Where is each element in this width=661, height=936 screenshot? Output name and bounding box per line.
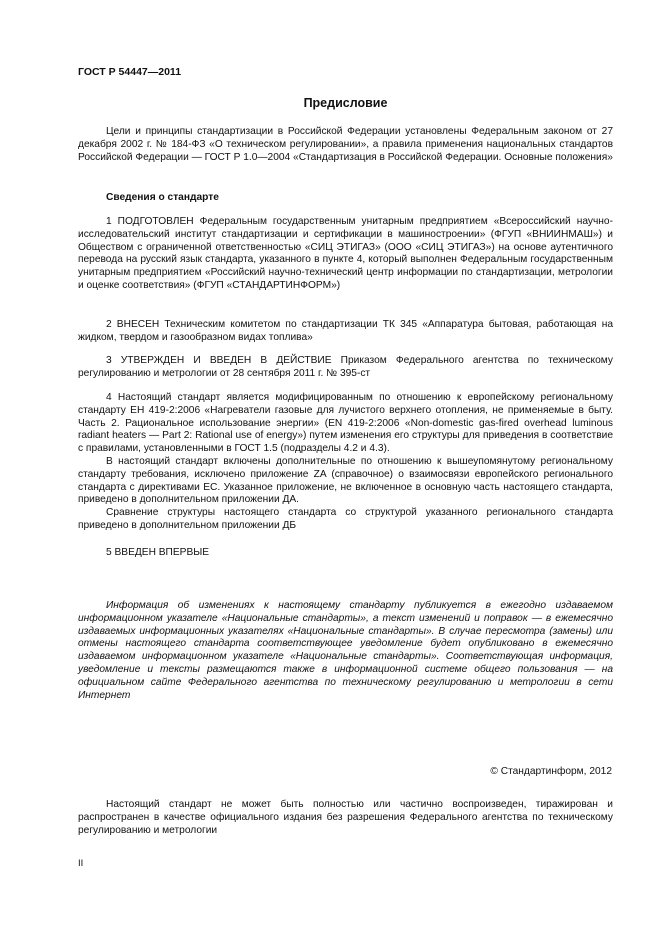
intro-paragraph: Цели и принципы стандартизации в Российской Федерации установлены Федеральным законом от 27 декабря 2002 г. № 184-ФЗ «О техническом регулировании», а правила применения национальных стандартов Российской Федерации — ГОСТ Р 1.0—2004 «Стандартизация в Российской Федерации. Основные положения» <box>78 126 613 163</box>
standard-code: ГОСТ Р 54447—2011 <box>78 66 182 78</box>
restriction-block <box>78 799 613 837</box>
notice-block <box>78 600 613 702</box>
section-subheading: Сведения о стандарте <box>106 192 219 203</box>
item-5-block <box>78 547 613 560</box>
item-4-paragraph-3: Сравнение структуры настоящего стандарта со структурой указанного регионального стандарта приведено в дополнительном приложении ДБ <box>78 507 613 531</box>
item-4-block <box>78 392 613 533</box>
copyright: © Стандартинформ, 2012 <box>490 766 612 777</box>
restriction-paragraph: Настоящий стандарт не может быть полностью или частично воспроизведен, тиражирован и распространен в качестве официального издания без разрешения Федерального агентства по техническому регулированию и метрологии <box>78 799 613 836</box>
item-4-paragraph-2: В настоящий стандарт включены дополнительные по отношению к вышеупомянутому региональному стандарту требования, исключено приложение ZA (справочное) о взаимосвязи европейского регионального стандарта с директивами ЕС. Указанное приложение, не включенное в основную часть настоящего стандарта, приведено в дополнительном приложении ДА. <box>78 455 613 506</box>
page-title: Предисловие <box>303 96 388 110</box>
notice-paragraph: Информация об изменениях к настоящему стандарту публикуется в ежегодно издаваемом информационном указателе «Национальные стандарты», а текст изменений и поправок — в ежемесячно издаваемых информационных указателях «Национальные стандарты». В случае пересмотра (замены) или отмены настоящего стандарта соответствующее уведомление будет опубликовано в ежемесячно издаваемом информационном указателе «Национальные стандарты». Соответствующая информация, уведомление и тексты размещаются также в информационной системе общего пользования — на официальном сайте Федерального агентства по техническому регулированию и метрологии в сети Интернет <box>78 600 613 701</box>
item-4: 4 Настоящий стандарт является модифицированным по отношению к европейскому региональному стандарту ЕН 419-2:2006 «Нагреватели газовые для лучистого верхнего отопления, не применяемые в быту. Часть 2. Рациональное использование энергии» (EN 419-2:2006 «Non-domestic gas-fired overhead luminous radiant heaters — Part 2: Rational use of energy») путем изменения его структуры для приведения в соответствие с правилами, установленными в ГОСТ 1.5 (подразделы 4.2 и 4.3). <box>78 392 613 455</box>
item-2-block <box>78 319 613 345</box>
item-1: 1 ПОДГОТОВЛЕН Федеральным государственным унитарным предприятием «Всероссийский научно-исследовательский институт стандартизации и сертификации в машиностроении» (ФГУП «ВНИИНМАШ») и Обществом с ограниченной ответственностью «СИЦ ЭТИГАЗ» (ООО «СИЦ ЭТИГАЗ») на основе аутентичного перевода на русский язык стандарта, указанного в пункте 4, который выполнен Федеральным государственным унитарным предприятием «Российский научно-технический центр информации по стандартизации, метрологии и оценке соответствия» (ФГУП «СТАНДАРТИНФОРМ») <box>78 216 613 291</box>
item-2: 2 ВНЕСЕН Техническим комитетом по стандартизации ТК 345 «Аппаратура бытовая, работающая на жидком, твердом и газообразном видах топлива» <box>78 319 613 343</box>
page-number: II <box>78 858 84 869</box>
item-3: 3 УТВЕРЖДЕН И ВВЕДЕН В ДЕЙСТВИЕ Приказом Федерального агентства по техническому регулированию и метрологии от 28 сентября 2011 г. № 395-ст <box>78 355 613 379</box>
item-5: 5 ВВЕДЕН ВПЕРВЫЕ <box>106 547 210 558</box>
item-1-block <box>78 216 613 293</box>
intro-block <box>78 126 613 164</box>
item-3-block <box>78 355 613 381</box>
